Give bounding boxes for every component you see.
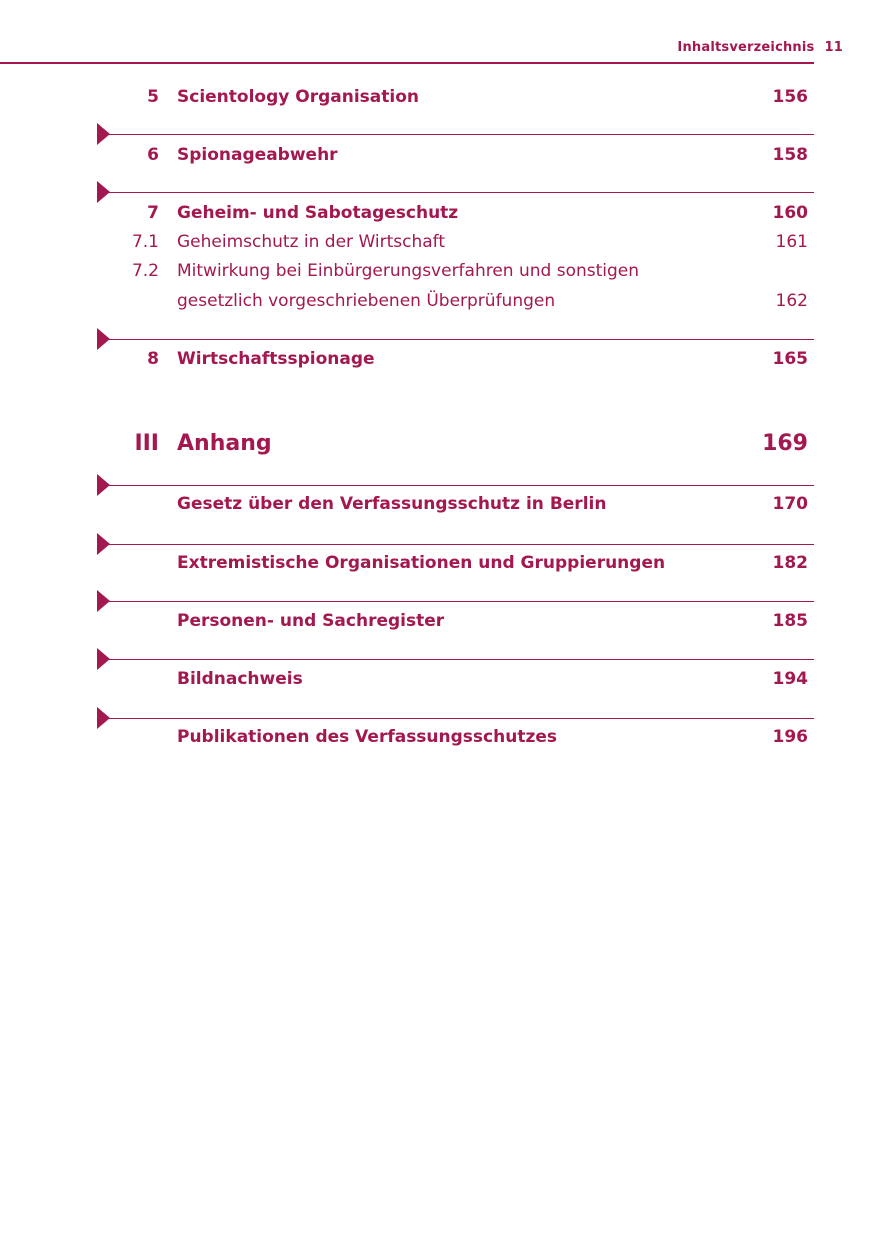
running-head bbox=[677, 40, 843, 55]
separator-rule bbox=[105, 718, 814, 719]
toc-entry-page: 194 bbox=[772, 669, 808, 689]
running-head-page-number: 11 bbox=[824, 40, 843, 55]
section-separator bbox=[97, 181, 814, 205]
separator-rule bbox=[105, 339, 814, 340]
toc-entry-title: Scientology Organisation bbox=[177, 87, 419, 107]
toc-entry-page: 161 bbox=[775, 232, 808, 252]
toc-entry-page: 160 bbox=[772, 203, 808, 223]
toc-entry-page: 156 bbox=[772, 87, 808, 107]
toc-entry-title: Extremistische Organisationen und Gruppierungen bbox=[177, 553, 666, 573]
toc-entry-title-line-2: gesetzlich vorgeschriebenen Überprüfungen bbox=[177, 291, 556, 311]
section-separator bbox=[97, 123, 814, 147]
separator-rule bbox=[105, 601, 814, 602]
separator-rule bbox=[105, 134, 814, 135]
separator-rule bbox=[105, 659, 814, 660]
toc-entry-title: Wirtschaftsspionage bbox=[177, 349, 375, 369]
toc-entry-title: Gesetz über den Verfassungsschutz in Berlin bbox=[177, 494, 607, 514]
toc-entry-page: 196 bbox=[772, 727, 808, 747]
toc-entry-number: 6 bbox=[147, 145, 159, 165]
toc-entry-page: 170 bbox=[772, 494, 808, 514]
toc-entry-number: 8 bbox=[147, 349, 159, 369]
toc-entry-page: 182 bbox=[772, 553, 808, 573]
toc-part-page: 169 bbox=[762, 431, 808, 456]
separator-rule bbox=[105, 192, 814, 193]
toc-part-title: Anhang bbox=[177, 431, 272, 456]
separator-rule bbox=[105, 485, 814, 486]
toc-entry-title-line-1: Mitwirkung bei Einbürgerungsverfahren und sonstigen bbox=[177, 261, 640, 281]
toc-entry-title: Geheimschutz in der Wirtschaft bbox=[177, 232, 445, 252]
toc-entry-title: Personen- und Sachregister bbox=[177, 611, 445, 631]
toc-entry-title: Bildnachweis bbox=[177, 669, 303, 689]
toc-entry-title: Publikationen des Verfassungsschutzes bbox=[177, 727, 557, 747]
header-rule bbox=[0, 62, 814, 64]
toc-entry-page: 162 bbox=[775, 291, 808, 311]
toc-entry-number: 7.2 bbox=[131, 261, 159, 281]
toc-entry-title: Spionageabwehr bbox=[177, 145, 338, 165]
toc-entry-title: Geheim- und Sabotageschutz bbox=[177, 203, 459, 223]
toc-entry-page: 158 bbox=[772, 145, 808, 165]
toc-entry-number: 7 bbox=[147, 203, 159, 223]
toc-entry-page: 165 bbox=[772, 349, 808, 369]
running-head-section: Inhaltsverzeichnis bbox=[677, 40, 815, 55]
toc-part-number: III bbox=[134, 431, 159, 456]
toc-entry-number: 5 bbox=[147, 87, 159, 107]
separator-rule bbox=[105, 544, 814, 545]
toc-entry-page: 185 bbox=[772, 611, 808, 631]
toc-entry-number: 7.1 bbox=[131, 232, 159, 252]
